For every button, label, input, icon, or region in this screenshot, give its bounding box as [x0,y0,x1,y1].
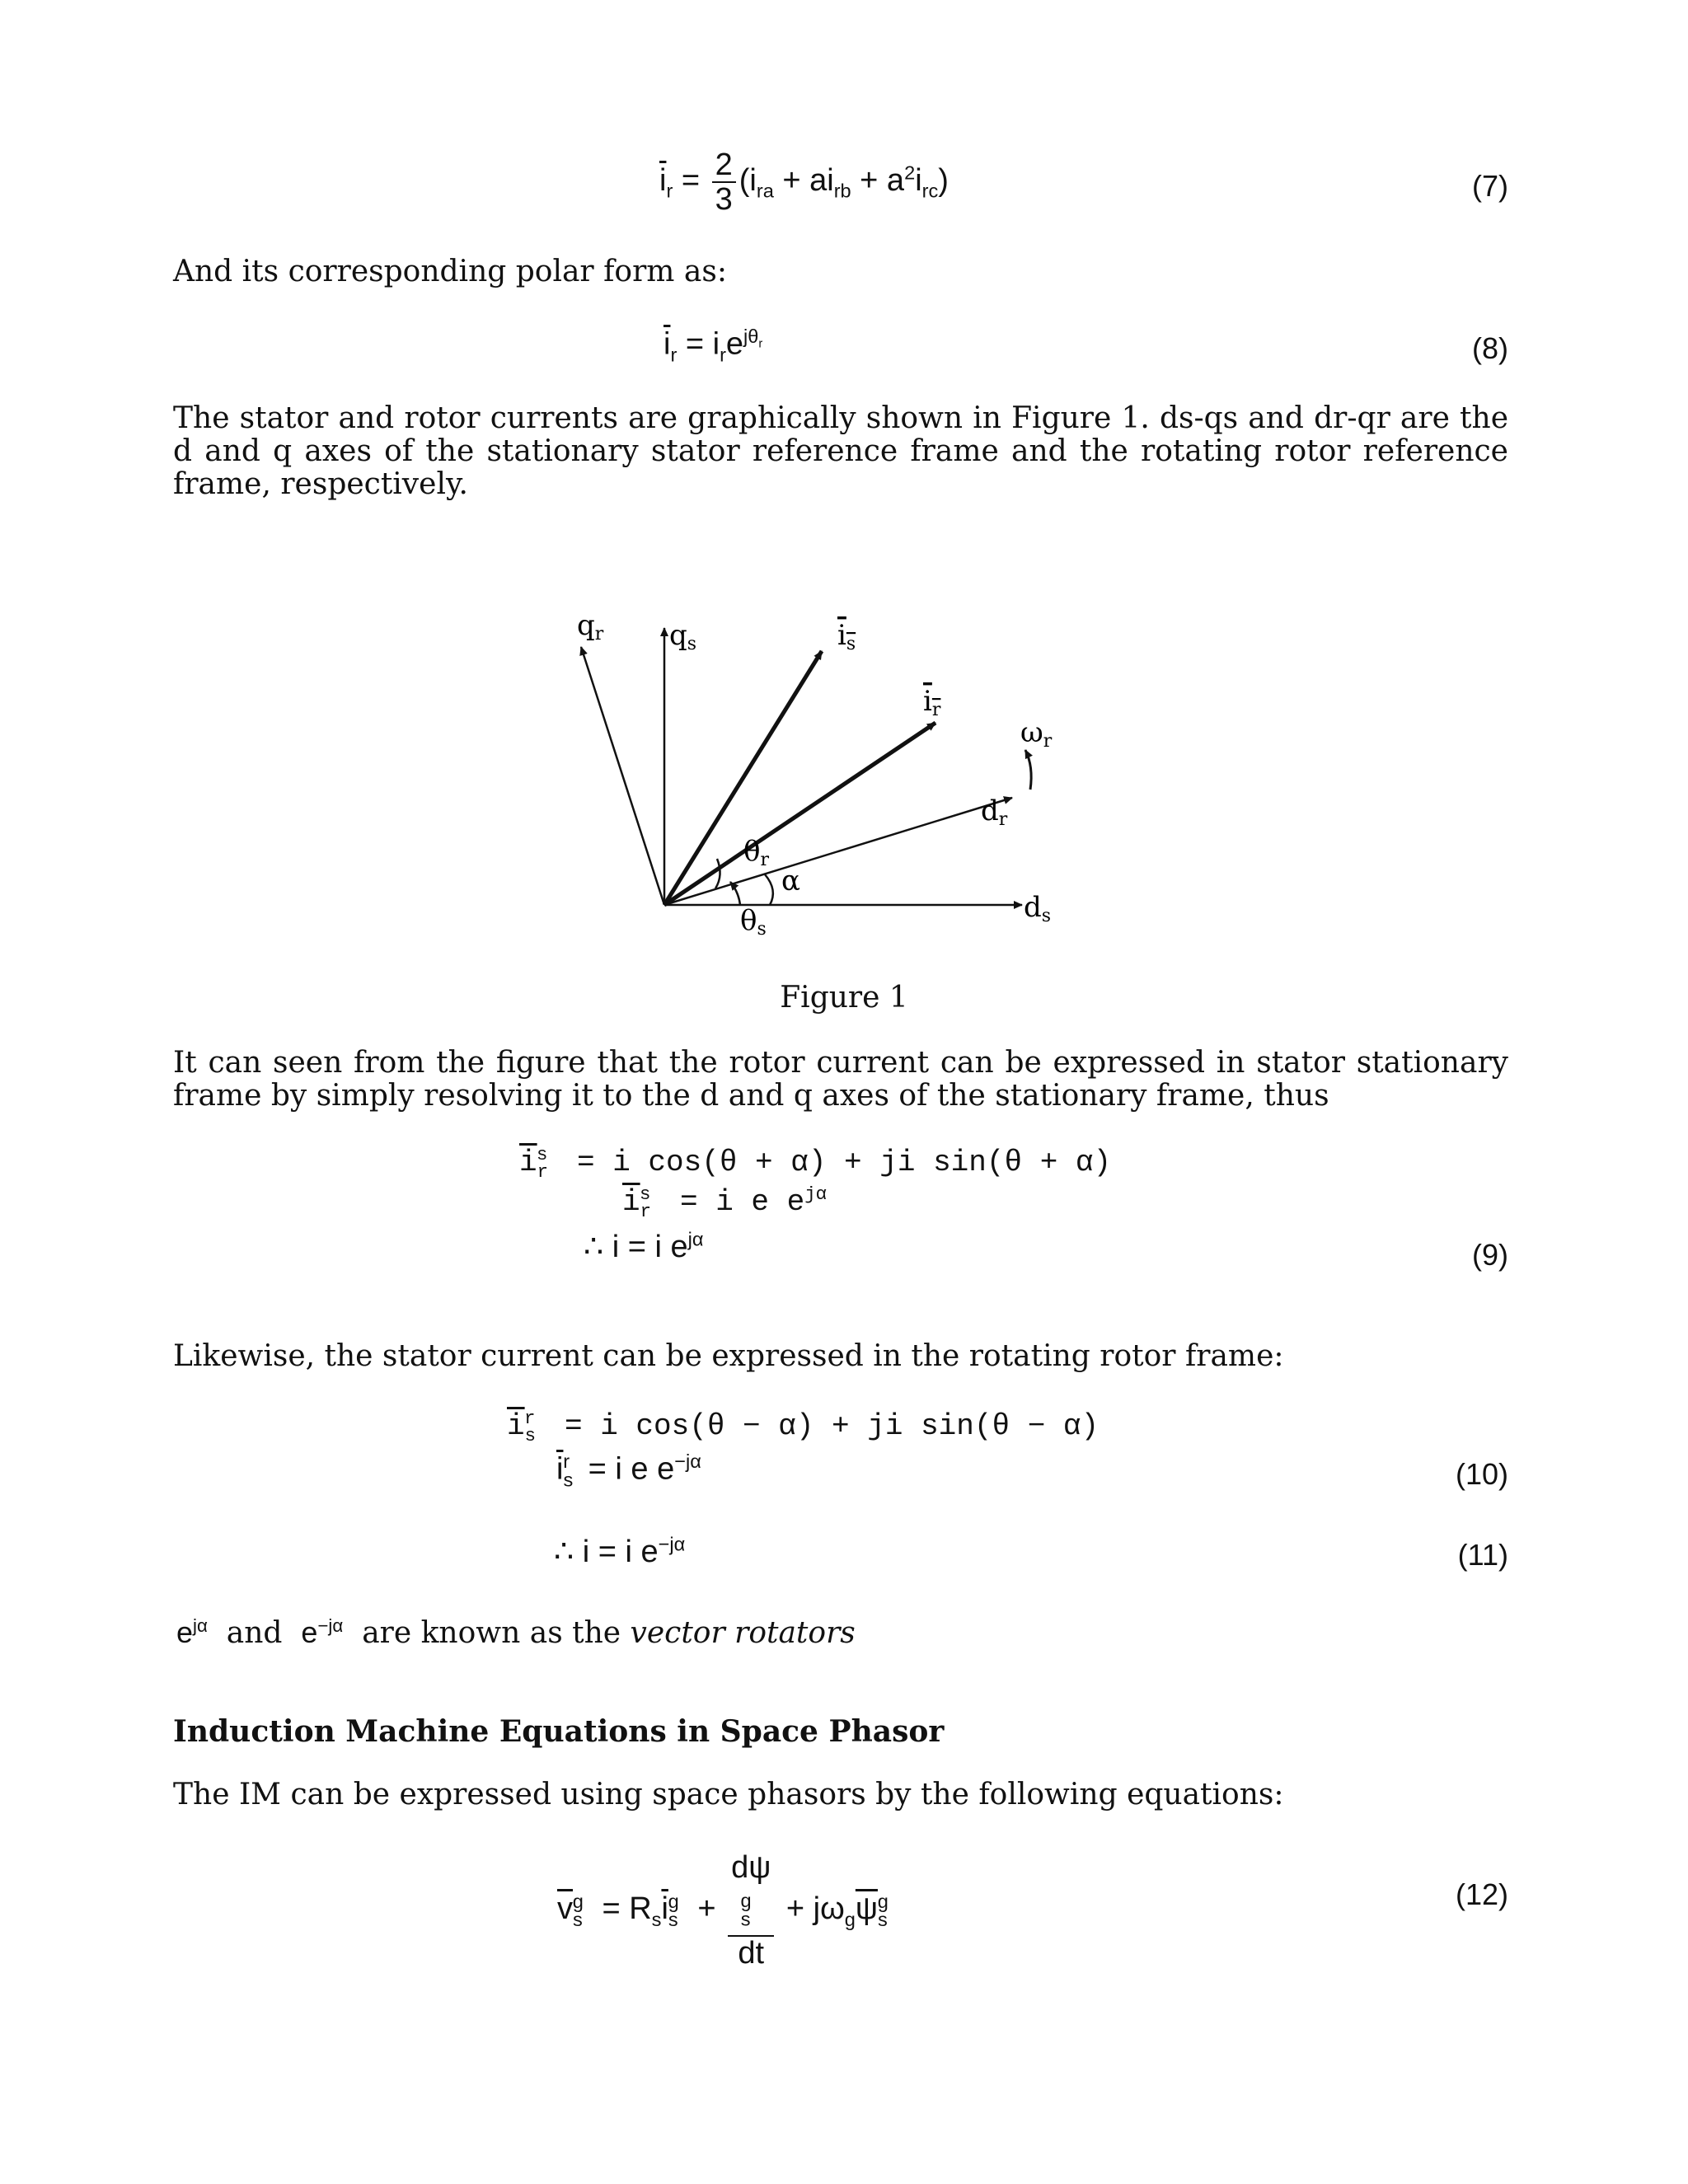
equation-8: $\overline{i}_r = i_re^{j\theta_r}$ [663,326,763,366]
section-heading: Induction Machine Equations in Space Phasor [173,1714,945,1749]
paragraph-rotor-current-resolve: It can seen from the figure that the rotor current can be expressed in stator stationary frame by simply resolving it to the d and q axes of the stationary frame, thus [173,1046,1508,1113]
equation-number-8: (8) [1472,331,1508,365]
label-is: is [837,619,856,654]
equation-number-7: (7) [1472,169,1508,203]
paragraph-im-space-phasors: The IM can be expressed using space phasors by the following equations: [173,1778,1284,1811]
equation-9-line-3: ∴ i = i $e^{j\alpha}$ [584,1228,704,1264]
label-dr: dr [981,794,1008,830]
equation-10-line-1: $\overline{i}_s^r = i$ cos(θ − α) + ji sin(θ − α) [507,1408,1100,1447]
equation-number-10: (10) [1455,1457,1508,1491]
equation-12: $\overline{v}_s^g = R_s\overline{i}_s^g$ + dψ $_s^g$ dt + $j\omega_g\overline{\psi}_s^g$ [557,1850,889,1971]
arc-theta-s [730,882,740,905]
arc-alpha [765,874,773,905]
label-ds: ds [1024,891,1052,926]
equation-10-line-2: $\overline{i}_s^r = i$ e $e^{-j\alpha}$ [556,1451,701,1491]
polar-intro-text: And its corresponding polar form as: [173,255,727,288]
label-qs: qs [669,619,697,654]
equation-9-line-2: $\overline{i}_r^s = i$ e $e^{j\alpha}$ [622,1183,828,1223]
paragraph-stator-rotor-currents: The stator and rotor currents are graphically shown in Figure 1. ds-qs and dr-qr are the d and q axes of the stationary stator reference frame and the rotating rotor reference frame, respectively. [173,401,1508,501]
paragraph-stator-current-rotor-frame: Likewise, the stator current can be expressed in the rotating rotor frame: [173,1339,1284,1373]
figure-caption: Figure 1 [780,981,908,1015]
vector-rotators-line: $e^{j\alpha}$ and $e^{-j\alpha}$ are known as the vector rotators [176,1615,856,1650]
label-ir: ir [923,685,941,720]
fraction-two-thirds: $\frac{2}{3}$ [712,148,736,216]
label-alpha: α [781,865,800,898]
equation-number-12: (12) [1455,1877,1508,1911]
fraction-dpsi-dt: dψ $_s^g$ dt [728,1851,774,1970]
equation-11: ∴ i = i $e^{-j\alpha}$ [554,1533,686,1569]
axis-dr [664,798,1012,905]
omega-rotation-arrow [1025,750,1031,790]
label-omega-r: ωr [1020,716,1053,752]
equation-number-9: (9) [1472,1238,1508,1272]
label-theta-s: θs [740,904,767,940]
axis-qr [581,647,664,905]
arc-theta-r [715,859,720,888]
label-qr: qr [577,609,604,644]
label-theta-r: θr [743,835,770,870]
equation-9-line-1: $\overline{i}_r^s = i$ cos(θ + α) + ji sin(θ + α) [519,1144,1112,1183]
equation-number-11: (11) [1457,1538,1508,1572]
equation-7: $\overline{i}_r$ = $\frac{2}{3}$ $(i_{ra} + ai_{rb} + a^2i_{rc})$ [659,148,949,217]
figure-1-phasor-diagram [0,577,1688,956]
